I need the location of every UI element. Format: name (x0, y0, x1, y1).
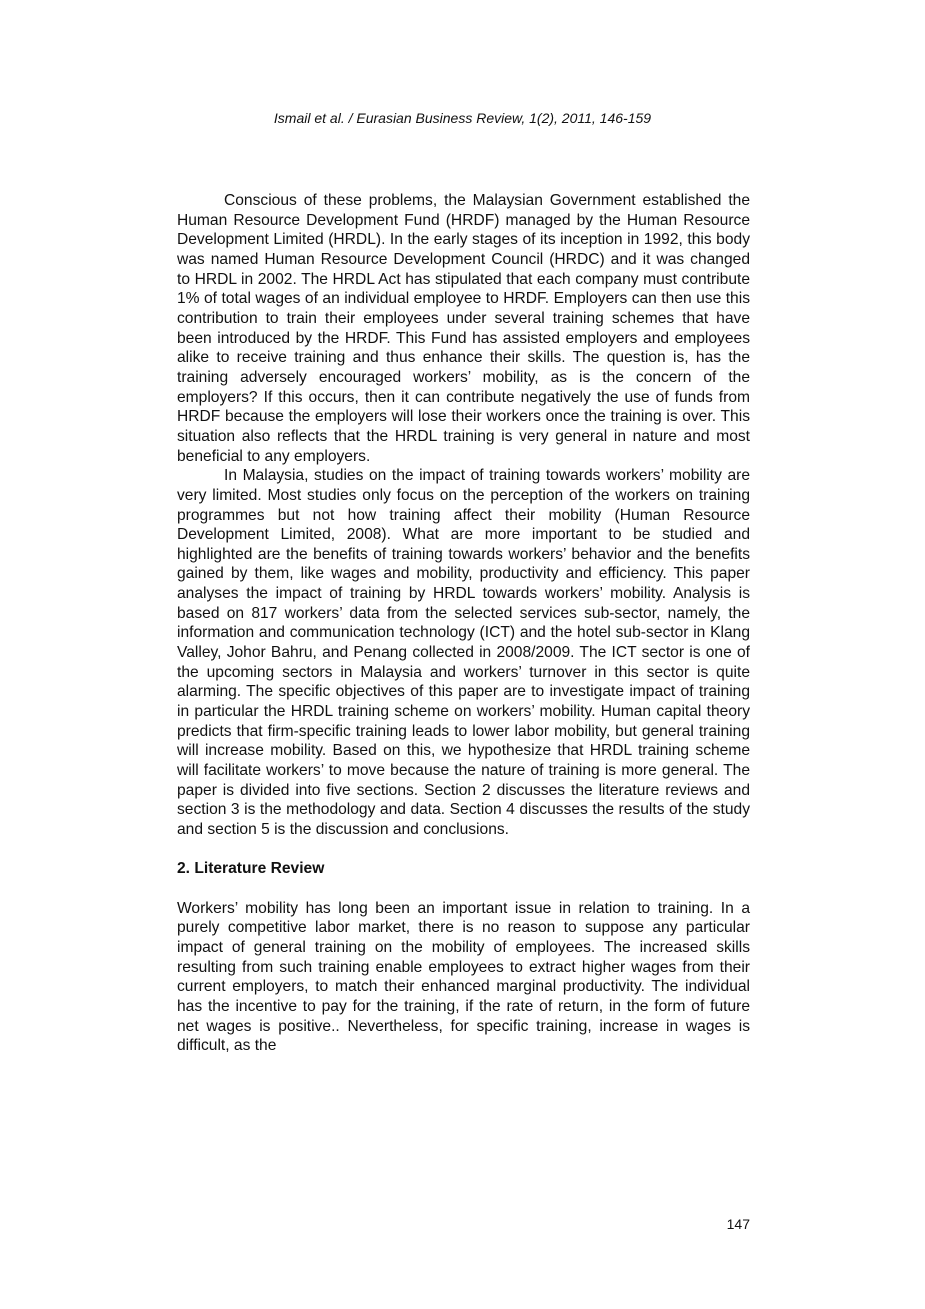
running-header: Ismail et al. / Eurasian Business Review, 1(2), 2011, 146-159 (273, 110, 652, 126)
paragraph-study-objectives: In Malaysia, studies on the impact of training towards workers’ mobility are very limited. Most studies only focus on the perception of the workers on training programmes but not how training affect their mobility (Human Resource Development Limited, 2008). What are more important to be studied and highlighted are the benefits of training towards workers’ behavior and the benefits gained by them, like wages and mobility, productivity and efficiency. This paper analyses the impact of training by HRDL towards workers’ mobility. Analysis is based on 817 workers’ data from the selected services sub-sector, namely, the information and communication technology (ICT) and the hotel sub-sector in Klang Valley, Johor Bahru, and Penang collected in 2008/2009. The ICT sector is one of the upcoming sectors in Malaysia and workers’ turnover in this sector is quite alarming. The specific objectives of this paper are to investigate impact of training in particular the HRDL training scheme on workers’ mobility. Human capital theory predicts that firm-specific training leads to lower labor mobility, but general training will increase mobility. Based on this, we hypothesize that HRDL training scheme will facilitate workers’ to move because the nature of training is more general. The paper is divided into five sections. Section 2 discusses the literature reviews and section 3 is the methodology and data. Section 4 discusses the results of the study and section 5 is the discussion and conclusions. (177, 467, 750, 838)
page-number: 147 (726, 1216, 750, 1232)
paragraph-literature-review: Workers’ mobility has long been an important issue in relation to training. In a purely competitive labor market, there is no reason to suppose any particular impact of general training on the mobility of employees. The increased skills resulting from such training enable employees to extract higher wages from their current employers, to match their enhanced marginal productivity. The individual has the incentive to pay for the training, if the rate of return, in the form of future net wages is positive.. Nevertheless, for specific training, increase in wages is difficult, as the (177, 899, 750, 1055)
article-body (177, 191, 750, 1056)
paragraph-intro-hrdf: Conscious of these problems, the Malaysian Government established the Human Resource Development Fund (HRDF) managed by the Human Resource Development Limited (HRDL). In the early stages of its inception in 1992, this body was named Human Resource Development Council (HRDC) and it was changed to HRDL in 2002. The HRDL Act has stipulated that each company must contribute 1% of total wages of an individual employee to HRDF. Employers can then use this contribution to train their employees under several training schemes that have been introduced by the HRDF. This Fund has assisted employers and employees alike to receive training and thus enhance their skills. The question is, has the training adversely encouraged workers’ mobility, as is the concern of the employers? If this occurs, then it can contribute negatively the use of funds from HRDF because the employers will lose their workers once the training is over. This situation also reflects that the HRDL training is very general in nature and most beneficial to any employers. (177, 192, 750, 465)
section-heading-literature-review: 2. Literature Review (177, 860, 325, 878)
